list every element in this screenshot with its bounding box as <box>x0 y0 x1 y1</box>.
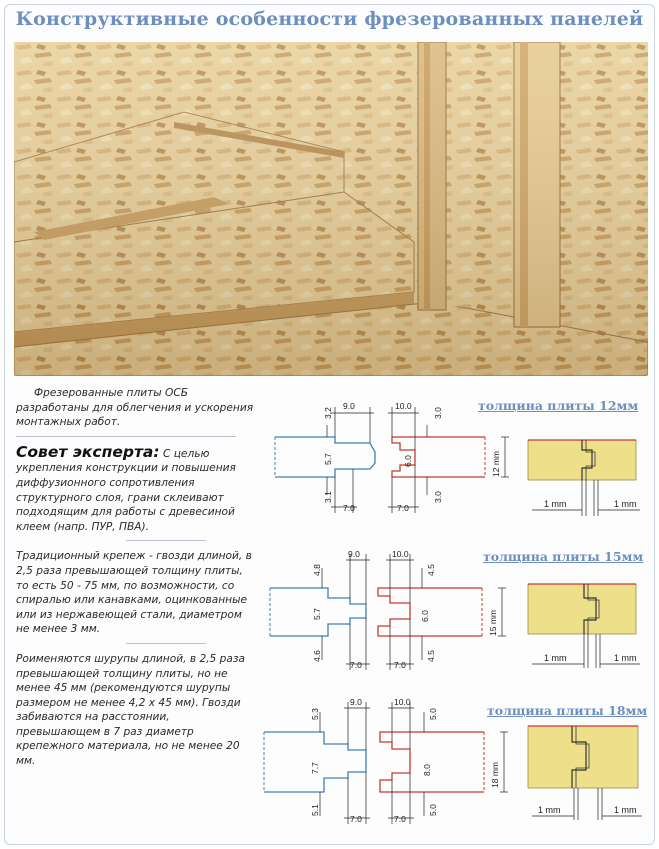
expert-tip-text: С целью укрепления конструкции и повышения диффузионного сопротивления структурного слоя, грани склеивают подходящим для работы с древесиной клеем (напр. ПУР, ПВА). <box>16 447 236 533</box>
groove-panel-outline <box>380 732 484 792</box>
dim-thickness: 12 mm <box>491 451 501 477</box>
dim-tongue-width: 9.0 <box>343 401 355 411</box>
dim-tongue-width: 9.0 <box>348 549 360 559</box>
dim-tongue-height: 5.7 <box>312 608 322 620</box>
dim-groove-width: 10.0 <box>394 698 411 707</box>
dim-gap-right: 7.0 <box>394 814 406 824</box>
osb-panels-photo <box>14 42 648 376</box>
dim-gap-left: 7.0 <box>350 814 362 824</box>
dim-gap-left: 7.0 <box>350 660 362 670</box>
dim-groove-width: 10.0 <box>395 401 412 411</box>
dim-bottom-left: 4.6 <box>312 650 322 662</box>
dim-top-left: 5.3 <box>310 708 320 720</box>
dim-groove-height: 6.0 <box>403 455 413 467</box>
tongue-panel-outline <box>264 732 366 792</box>
dim-tongue-height: 5.7 <box>323 453 333 465</box>
dim-gap-left: 7.0 <box>343 503 355 513</box>
joint-gap-left: 1 mm <box>544 499 567 509</box>
dim-tongue-height: 7.7 <box>310 762 320 774</box>
dim-top-right: 5.0 <box>428 708 438 720</box>
joint-gap-right: 1 mm <box>614 805 637 815</box>
profile-drawing-15mm <box>262 548 518 676</box>
dim-top-left: 3.2 <box>323 407 333 419</box>
screws-text: Роименяются шурупы длиной, в 2,5 раза превышающей толщину плиты, но не менее 45 мм (рекомендуются шурупы размером не менее 4,2 х 45 мм). Гвозди забиваются на расстоянии, превышающем в 7 раз диаметр крепежного материала, но не менее 20 мм. <box>16 652 246 768</box>
joint-drawing-12mm <box>522 430 642 522</box>
dim-gap-right: 7.0 <box>394 660 406 670</box>
dim-bottom-left: 3.1 <box>323 491 333 503</box>
expert-tip <box>16 442 256 535</box>
intro-text: Фрезерованные плиты ОСБ разработаны для облегчения и ускорения монтажных работ. <box>16 387 254 429</box>
joint-drawing-18mm <box>522 724 646 824</box>
section-label-15mm: толщина плиты 15мм <box>483 549 644 564</box>
text-column <box>16 386 256 769</box>
page-title: Конструктивные особенности фрезерованных панелей <box>15 8 644 30</box>
section-label-12mm: толщина плиты 12мм <box>478 398 639 413</box>
dim-gap-right: 7.0 <box>397 503 409 513</box>
dim-groove-height: 8.0 <box>422 764 432 776</box>
dim-groove-width: 10.0 <box>392 549 409 559</box>
profile-drawing-12mm <box>265 395 519 520</box>
divider <box>126 540 206 541</box>
joint-drawing-15mm <box>522 580 642 672</box>
section-label-18mm: толщина плиты 18мм <box>487 703 648 718</box>
joint-gap-right: 1 mm <box>614 653 637 663</box>
divider <box>126 643 206 644</box>
dim-thickness: 15 mm <box>488 610 498 636</box>
joint-gap-left: 1 mm <box>538 805 561 815</box>
dim-top-left: 4.8 <box>312 564 322 576</box>
dim-groove-height: 6.0 <box>420 610 430 622</box>
joint-gap-left: 1 mm <box>544 653 567 663</box>
divider <box>16 436 236 437</box>
dim-thickness: 18 mm <box>490 762 500 788</box>
dim-bottom-left: 5.1 <box>310 804 320 816</box>
dim-bottom-right: 3.0 <box>433 491 443 503</box>
dim-top-right: 4.5 <box>426 564 436 576</box>
dim-tongue-width: 9.0 <box>350 698 362 707</box>
dim-bottom-right: 4.5 <box>426 650 436 662</box>
dim-top-right: 3.0 <box>433 407 443 419</box>
groove-panel-outline <box>378 588 482 636</box>
profile-drawing-18mm <box>258 698 520 830</box>
expert-tip-heading: Совет эксперта: <box>16 442 160 461</box>
nails-text: Традиционный крепеж - гвозди длиной, в 2,5 раза превышающей толщину плиты, то есть 50 - 75 мм, по возможности, со спиралью или канавками, оцинкованные или из нержавеющей стали, диаметром не менее 3 мм. <box>16 550 252 636</box>
joint-gap-right: 1 mm <box>614 499 637 509</box>
dim-bottom-right: 5.0 <box>428 804 438 816</box>
